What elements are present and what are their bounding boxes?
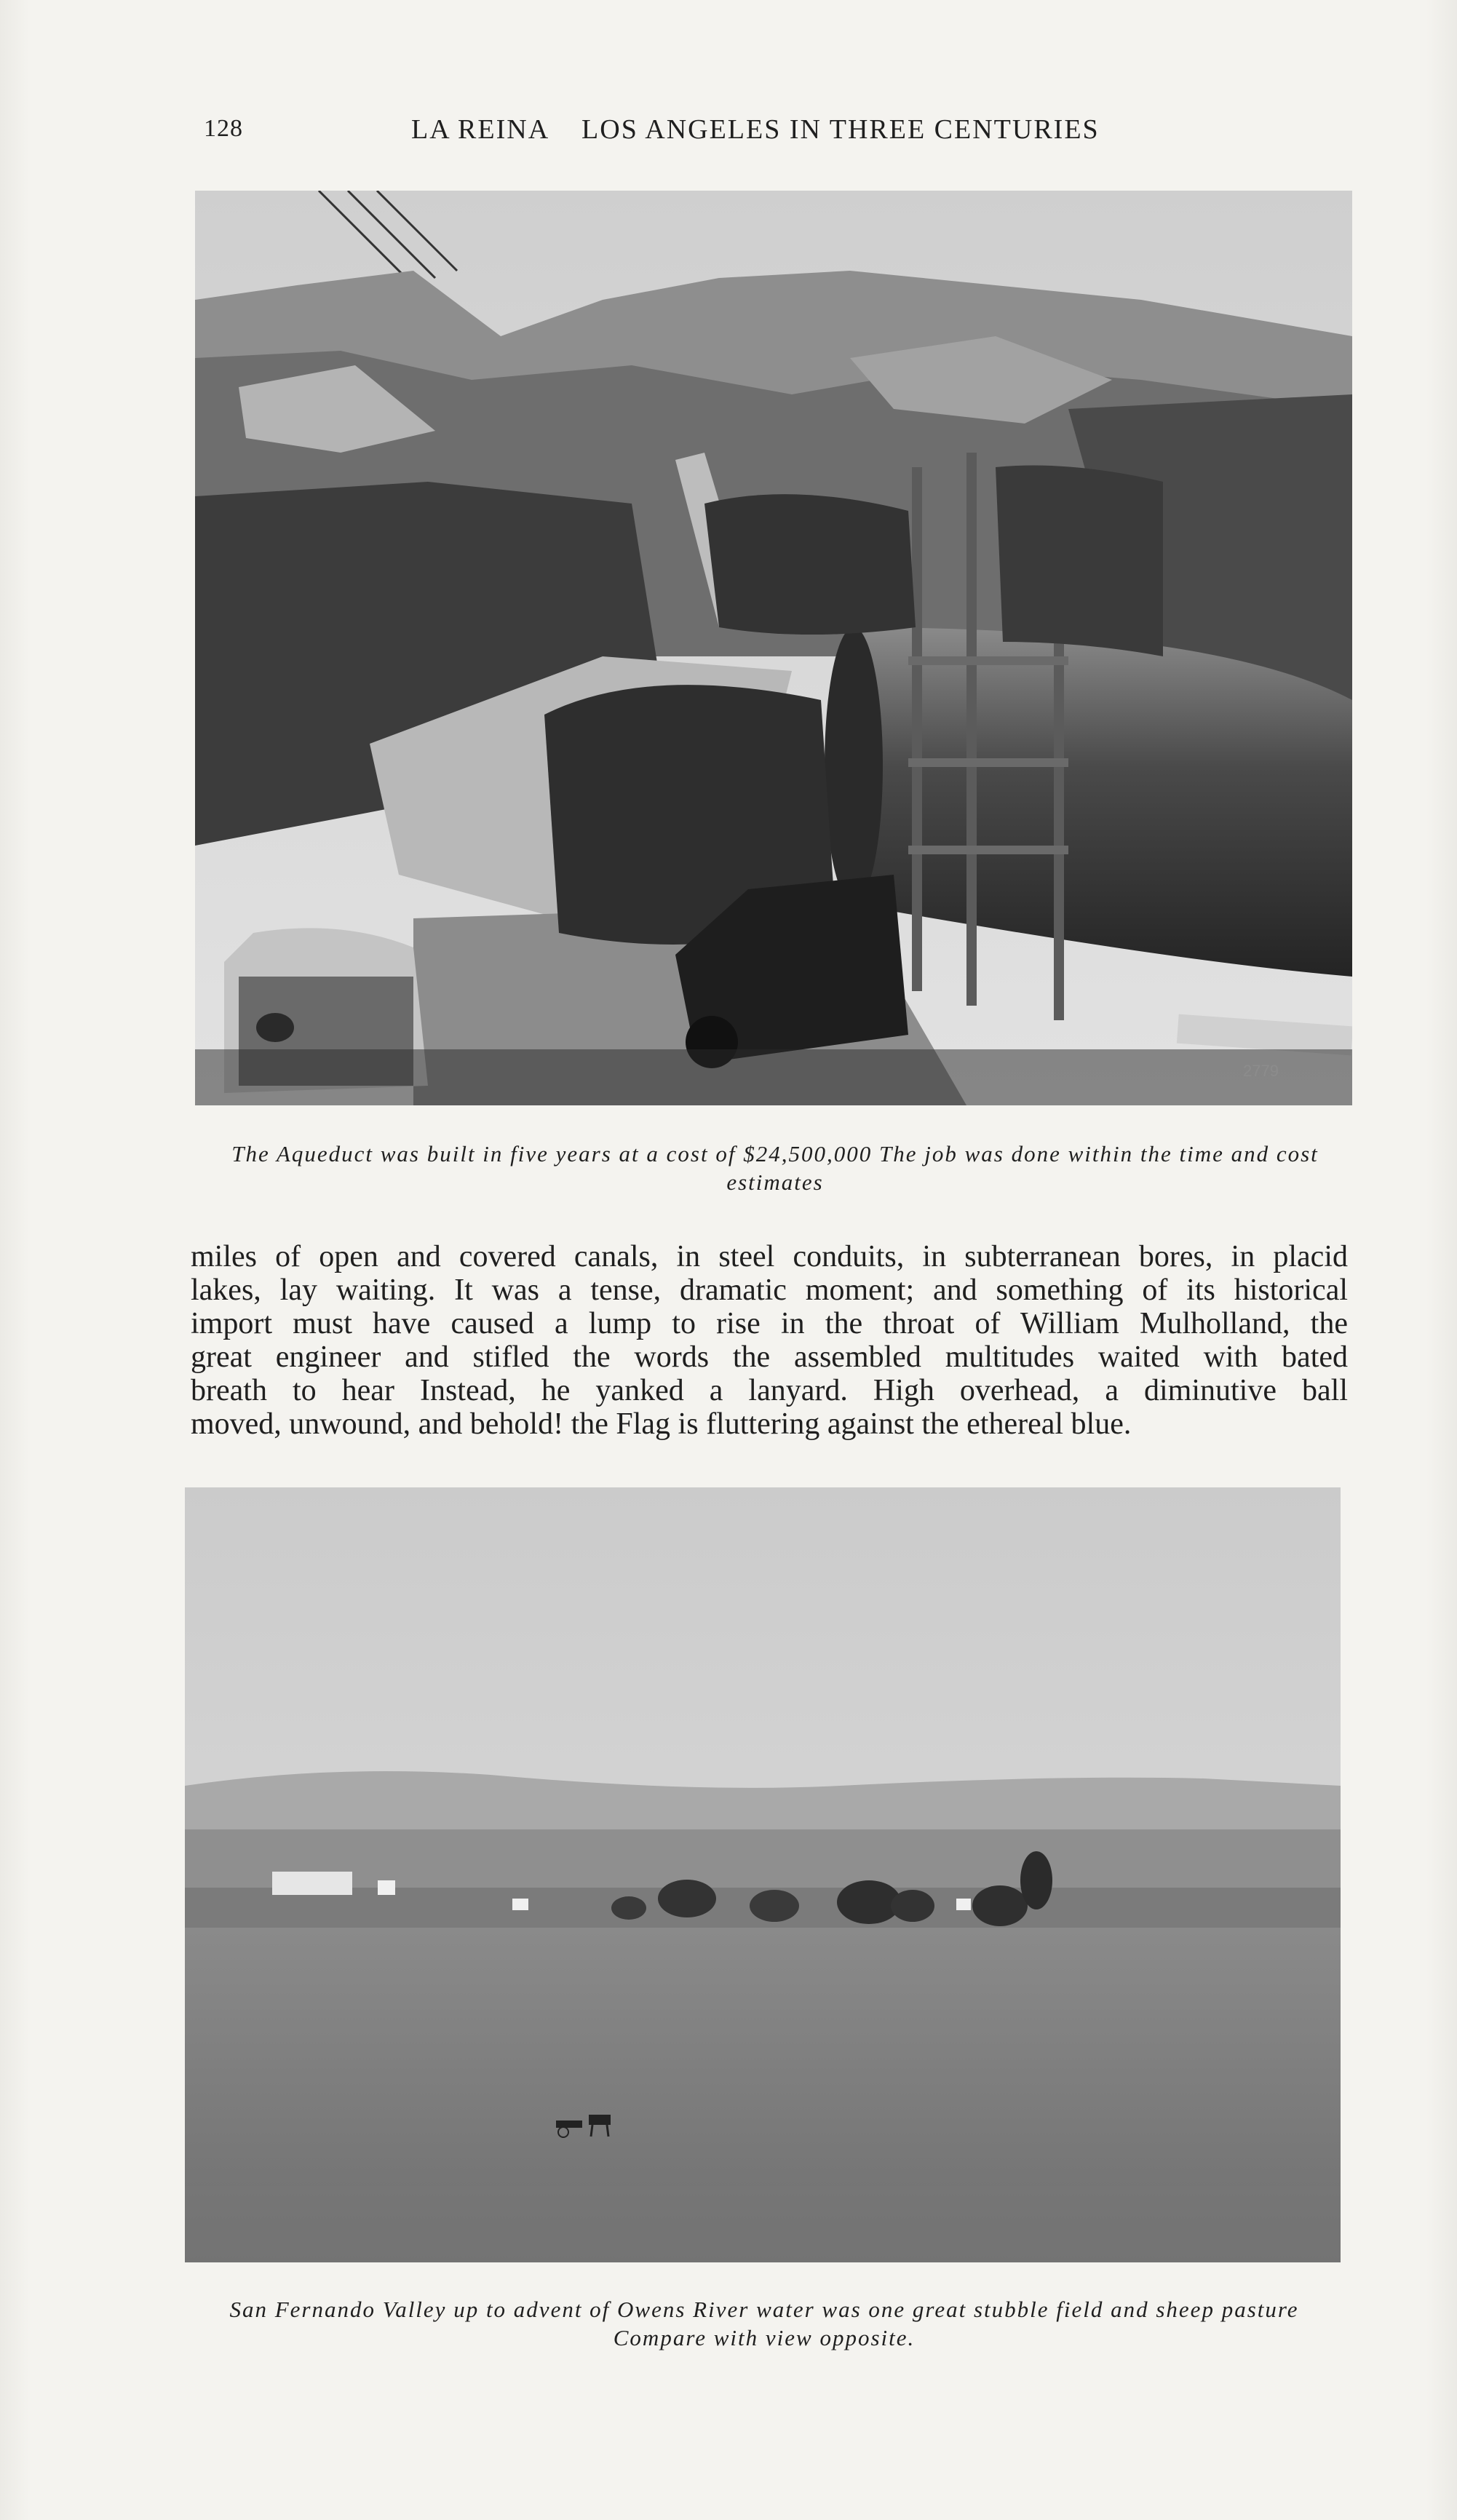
figure-caption: The Aqueduct was built in five years at a cost of $24,500,000 The job was done within the time and cost estimates (231, 1141, 1319, 1195)
valley-photo (185, 1487, 1341, 2262)
text-line: breath to hear Instead, he yanked a lanyard. High overhead, a diminutive ball (191, 1374, 1348, 1407)
aqueduct-photo (195, 191, 1352, 1105)
page-number: 128 (204, 115, 243, 142)
running-title: LA REINA LOS ANGELES IN THREE CENTURIES (411, 114, 1100, 145)
text-line: lakes, lay waiting. It was a tense, dramatic moment; and something of its historical (191, 1273, 1348, 1307)
figure-caption: San Fernando Valley up to advent of Owens River water was one great stubble field and sheep pasture Compare with view opposite. (229, 2297, 1299, 2350)
page-header (204, 109, 1434, 153)
text-line: import must have caused a lump to rise in the throat of William Mulholland, the (191, 1307, 1348, 1340)
text-line: great engineer and stifled the words the assembled multitudes waited with bated (191, 1340, 1348, 1374)
text-line: miles of open and covered canals, in steel conduits, in subterranean bores, in placid (191, 1240, 1348, 1273)
body-paragraph (191, 1240, 1348, 1441)
text-line: moved, unwound, and behold! the Flag is fluttering against the ethereal blue. (191, 1407, 1132, 1441)
